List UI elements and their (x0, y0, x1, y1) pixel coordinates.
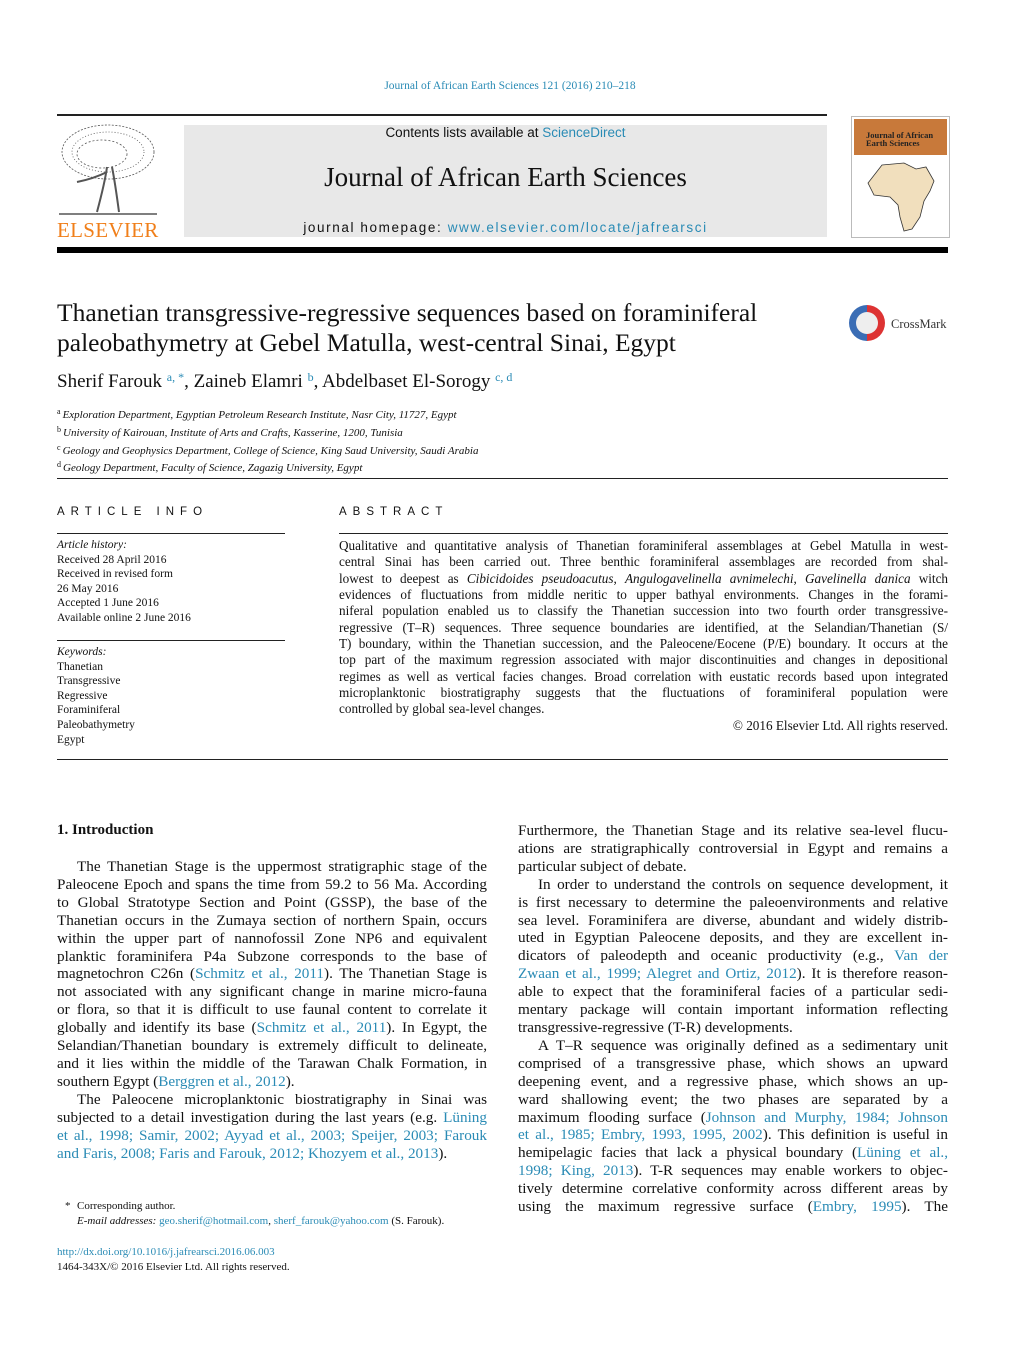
text-span: Thanetian occurs in the Zumaya section of northern Spain, occurs (57, 911, 487, 929)
keyword: Foraminiferal (57, 704, 121, 717)
email-label: E-mail addresses: (77, 1215, 157, 1227)
footnote (57, 1199, 444, 1229)
crossmark-icon (849, 305, 885, 341)
author-affil-link[interactable]: b (307, 370, 314, 384)
text-span: ). This definition is useful in (762, 1126, 948, 1144)
homepage-line (184, 220, 827, 235)
text-span: ). (285, 1072, 295, 1090)
text-line (518, 1091, 948, 1109)
history-item: Available online 2 June 2016 (57, 611, 191, 624)
text-line (518, 912, 948, 930)
text-span: witch (910, 570, 948, 586)
text-line (339, 538, 948, 554)
affil-text: Geology Department, Faculty of Science, Zagazig University, Egypt (63, 462, 363, 475)
affiliation (57, 405, 478, 423)
keyword: Paleobathymetry (57, 718, 135, 731)
text-span: ). It is therefore reason- (796, 965, 948, 983)
text-span: or flora, so that it is difficult to use faunal content to correlate it (57, 1001, 487, 1019)
reference-link[interactable]: Lüning (443, 1108, 487, 1126)
text-line (339, 636, 948, 652)
text-line (518, 1126, 948, 1144)
text-line (57, 983, 487, 1001)
issn-copyright: 1464-343X/© 2016 Elsevier Ltd. All rights reserved. (57, 1261, 290, 1273)
keyword: Regressive (57, 689, 108, 702)
text-span: ). (438, 1144, 448, 1162)
contents-prefix: Contents lists available at (385, 125, 543, 140)
text-span: central Sinai has been carried out. Three benthic foraminiferal assemblages are recorded from shal- (339, 554, 948, 570)
text-line (339, 587, 948, 603)
article-info-heading: ARTICLE INFO (57, 506, 209, 518)
text-span: , (793, 570, 805, 586)
article-history (57, 538, 285, 626)
text-line (518, 822, 948, 840)
text-span: lowest to deepest as (339, 570, 467, 586)
text-span: Paleocene Epoch and spans the time from 59.2 to 56 Ma. According (57, 875, 487, 893)
reference-link[interactable]: Schmitz et al., 2011 (195, 965, 325, 983)
text-line (57, 965, 487, 983)
text-line (57, 894, 487, 912)
divider (57, 478, 948, 479)
affiliation (57, 458, 478, 476)
affiliation (57, 441, 478, 459)
sciencedirect-link[interactable]: ScienceDirect (542, 125, 626, 140)
text-line (57, 1037, 487, 1055)
email-link[interactable]: geo.sherif@hotmail.com (159, 1215, 269, 1227)
text-span: evidences of fluctuations from middle neritic to upper bathyal environments. Changes in the forami- (339, 587, 948, 603)
homepage-prefix: journal homepage: (303, 220, 448, 235)
keyword: Egypt (57, 733, 85, 746)
body-right-column (518, 822, 948, 1216)
text-line (57, 858, 487, 876)
text-span: The Thanetian Stage is the uppermost stratigraphic stage of the (77, 858, 487, 875)
abstract-heading: ABSTRACT (339, 506, 449, 518)
text-line (57, 930, 487, 948)
journal-citation-link[interactable]: Journal of African Earth Sciences 121 (2016) 210–218 (384, 80, 636, 92)
author-name[interactable]: Abdelbaset El-Sorogy (322, 371, 491, 392)
text-line (518, 1180, 948, 1198)
text-line (57, 1055, 487, 1073)
text-span: ). The Thanetian Stage is (324, 965, 487, 983)
reference-link[interactable]: and Faris, 2008; Faris and Farouk, 2012; Khozyem et al., 2013 (57, 1144, 439, 1162)
divider (57, 533, 285, 534)
doi-link[interactable]: http://dx.doi.org/10.1016/j.jafrearsci.2016.06.003 (57, 1246, 275, 1258)
text-span: The Paleocene microplanktonic biostratigraphy in Sinai was (77, 1090, 487, 1108)
text-span: particular subject of debate. (518, 857, 687, 875)
text-span: to Global Stratotype Section and Point (GSSP), the base of the (57, 893, 487, 911)
corresponding-author-note: Corresponding author. (77, 1200, 176, 1212)
body-left-column (57, 858, 487, 1162)
keyword: Thanetian (57, 660, 103, 673)
affiliation (57, 423, 478, 441)
text-span: ations are stratigraphically controversial in Egypt and remains a (518, 839, 948, 857)
africa-map-icon (864, 161, 944, 233)
footnote-marker: * (65, 1200, 71, 1212)
text-span: uted in Egyptian Paleocene deposits, and they are excellent in- (518, 929, 948, 947)
text-line (57, 948, 487, 966)
publisher-wordmark: ELSEVIER (57, 218, 159, 242)
author-name[interactable]: Zaineb Elamri (193, 371, 303, 392)
divider (57, 640, 285, 641)
journal-cover-image[interactable] (851, 116, 950, 238)
text-span: globally and identify its base ( (57, 1019, 257, 1037)
text-span: ). The (901, 1198, 948, 1216)
text-line (57, 1127, 487, 1145)
text-line (518, 1073, 948, 1091)
reference-link[interactable]: Embry, 1995 (812, 1198, 902, 1216)
text-line (518, 929, 948, 947)
text-span: hemipelagic facies that lack a physical boundary ( (518, 1144, 858, 1162)
text-span: magnetochron C26n ( (57, 965, 196, 983)
text-span: niferal population enabled us to classify the Thanetian succession into two fourth order transgressive- (339, 603, 948, 619)
author-affil-link[interactable]: c, d (495, 370, 513, 384)
text-span: deepening event, and a regressive phase, which shows an up- (518, 1072, 948, 1090)
text-line (57, 1001, 487, 1019)
contents-line (184, 125, 827, 140)
article-title (57, 298, 837, 358)
history-item: Received in revised form (57, 568, 173, 581)
text-line (518, 947, 948, 965)
text-span: and it lies within the middle of the Tarawan Chalk Formation, in (57, 1054, 487, 1072)
text-line (339, 669, 948, 685)
text-line (57, 1091, 487, 1109)
affil-text: University of Kairouan, Institute of Arts and Crafts, Kasserine, 1200, Tunisia (63, 426, 403, 439)
species-name: Angulogavelinella avnimelechi (624, 570, 794, 586)
text-span: ward shallowing event; the two phases are separated by a (518, 1090, 948, 1108)
text-span: able to expect that the foraminiferal facies of a particular sedi- (518, 983, 948, 1001)
text-line (57, 1073, 487, 1091)
author-affil-link[interactable]: a, * (166, 370, 185, 384)
text-span: Qualitative and quantitative analysis of Thanetian foraminiferal assemblages at Gebel Matulla in west- (339, 538, 948, 553)
text-span: tively determine correlative conformity across different areas by (518, 1180, 948, 1198)
text-line (339, 603, 948, 619)
affiliations (57, 405, 478, 476)
email-suffix: (S. Farouk). (388, 1215, 445, 1227)
text-line (518, 876, 948, 894)
text-line (339, 554, 948, 570)
text-line (518, 1037, 948, 1055)
reference-link[interactable]: Berggren et al., 2012 (158, 1072, 286, 1090)
text-line (518, 840, 948, 858)
abstract-text (339, 538, 948, 718)
text-span: sea level. Foraminifera are diverse, abundant and widely distrib- (518, 911, 948, 929)
reference-link[interactable]: 1998; King, 2013 (518, 1162, 634, 1180)
journal-title: Journal of African Earth Sciences (324, 162, 687, 192)
text-line (57, 1145, 487, 1163)
text-span: not associated with any significant change in marine micro-fauna (57, 983, 487, 1001)
affil-marker: c (57, 442, 61, 452)
text-span: mentary package will contain important information reflecting (518, 1001, 948, 1019)
affil-marker: b (57, 424, 61, 434)
text-line (518, 1162, 948, 1180)
section-heading-introduction: 1. Introduction (57, 822, 154, 838)
text-span: In order to understand the controls on sequence development, it (538, 875, 948, 893)
reference-link[interactable]: Schmitz et al., 2011 (256, 1019, 387, 1037)
reference-link[interactable]: et al., 1985; Embry, 1993, 1995, 2002 (518, 1126, 763, 1144)
text-span: top part of the maximum regression associated with major discontinuities and changes in depositional (339, 652, 948, 668)
text-span: ). In Egypt, the (386, 1019, 487, 1037)
text-span: within the upper part of nannofossil Zone NP6 and equivalent (57, 929, 487, 947)
text-line (518, 1198, 948, 1216)
text-line (339, 701, 948, 717)
text-line (518, 1109, 948, 1127)
abstract-copyright: © 2016 Elsevier Ltd. All rights reserved. (732, 718, 948, 733)
reference-link[interactable]: et al., 1998; Samir, 2002; Ayyad et al., 2003; Speijer, 2003; Farouk (57, 1126, 487, 1144)
text-line (518, 965, 948, 983)
affil-text: Exploration Department, Egyptian Petroleum Research Institute, Nasr City, 11727, Egypt (62, 409, 457, 421)
text-span: microplanktonic biostratigraphy suggests that the fluctuations of foraminiferal population were (339, 685, 948, 701)
divider (339, 533, 948, 534)
text-span: regimes as well as vertical facies changes. Broad correlation with eustatic records based upon integrated (339, 668, 948, 684)
reference-link[interactable]: Johnson and Murphy, 1984; Johnson (705, 1108, 948, 1126)
title-line: Thanetian transgressive-regressive sequences based on foraminiferal (57, 298, 758, 327)
text-span: T) boundary, within the Thanetian succession, and the Paleocene/Eocene (P/E) boundary. It occurs at the (339, 636, 948, 652)
reference-link[interactable]: Zwaan et al., 1999; Alegret and Ortiz, 2012 (518, 965, 797, 983)
text-line (57, 876, 487, 894)
keywords-label: Keywords: (57, 646, 107, 658)
text-span: , (613, 570, 625, 586)
species-name: Cibicidoides pseudoacutus (466, 570, 614, 586)
text-span: dicators of paleodepth and oceanic productivity (e.g., (518, 947, 895, 965)
cover-title: Journal of African Earth Sciences (866, 130, 934, 148)
affil-marker: d (57, 460, 61, 470)
text-span: transgressive-regressive (T-R) developments. (518, 1018, 793, 1036)
text-line (518, 894, 948, 912)
text-line (518, 858, 948, 876)
text-line (57, 1109, 487, 1127)
text-line (518, 1055, 948, 1073)
species-name: Gavelinella danica (804, 570, 911, 586)
text-span: regressive (T–R) sequences. Three sequence boundaries are identified, at the Selandian/Thanetian (S/ (339, 619, 948, 635)
text-line (339, 620, 948, 636)
title-line: paleobathymetry at Gebel Matulla, west-central Sinai, Egypt (57, 328, 676, 357)
reference-link[interactable]: Lüning et al., (857, 1144, 948, 1162)
keyword: Transgressive (57, 675, 121, 688)
text-span: A T–R sequence was originally defined as a sedimentary unit (538, 1036, 948, 1054)
text-span: southern Egypt ( (57, 1072, 159, 1090)
doi-block (57, 1245, 290, 1275)
text-line (339, 652, 948, 668)
text-span: comprised of a transgressive phase, which shows an upward (518, 1054, 948, 1072)
email-link[interactable]: sherf_farouk@yahoo.com (273, 1215, 389, 1227)
text-span: maximum flooding surface ( (518, 1108, 706, 1126)
text-line (57, 1019, 487, 1037)
history-item: 26 May 2016 (57, 582, 119, 595)
divider (57, 759, 948, 760)
text-line (339, 571, 948, 587)
header-thick-rule (57, 247, 948, 253)
text-line (339, 685, 948, 701)
text-span: subjected to a detail investigation during the last years (e.g. (57, 1108, 444, 1126)
history-item: Accepted 1 June 2016 (57, 597, 159, 610)
affil-text: Geology and Geophysics Department, College of Science, King Saud University, Saudi Arabia (62, 444, 479, 457)
text-span: planktic foraminifera P4a Subzone corresponds to the base of (57, 947, 487, 965)
affil-marker: a (57, 407, 61, 416)
separator: , (268, 1215, 274, 1227)
author-name[interactable]: Sherif Farouk (57, 371, 163, 392)
text-span: Furthermore, the Thanetian Stage and its relative sea-level flucu- (518, 822, 948, 839)
text-line (518, 983, 948, 1001)
history-item: Received 28 April 2016 (57, 553, 167, 566)
elsevier-tree-logo-icon (57, 122, 159, 217)
keywords (57, 645, 285, 747)
history-label: Article history: (57, 539, 127, 551)
text-line (518, 1001, 948, 1019)
author-list: Sherif Farouk $^{a, *}$, Zaineb Elamri $^b$, Abdelbaset El-Sorogy $^{c, d}$ (57, 370, 513, 392)
text-span: ). T-R sequences may enable workers to objec- (633, 1162, 948, 1180)
text-line (518, 1019, 948, 1037)
reference-link[interactable]: Van der (894, 947, 948, 965)
header-rule (57, 114, 827, 116)
text-line (57, 912, 487, 930)
crossmark-button[interactable] (849, 305, 949, 345)
text-span: Selandian/Thanetian boundary is extremely difficult to delineate, (57, 1037, 487, 1055)
homepage-link[interactable]: www.elsevier.com/locate/jafrearsci (447, 220, 708, 235)
text-span: using the maximum regressive surface ( (518, 1198, 813, 1216)
text-span: is first necessary to determine the paleoenvironments and relative (518, 893, 948, 911)
crossmark-label: CrossMark (891, 317, 947, 331)
text-span: controlled by global sea-level changes. (339, 701, 545, 717)
text-line (518, 1144, 948, 1162)
